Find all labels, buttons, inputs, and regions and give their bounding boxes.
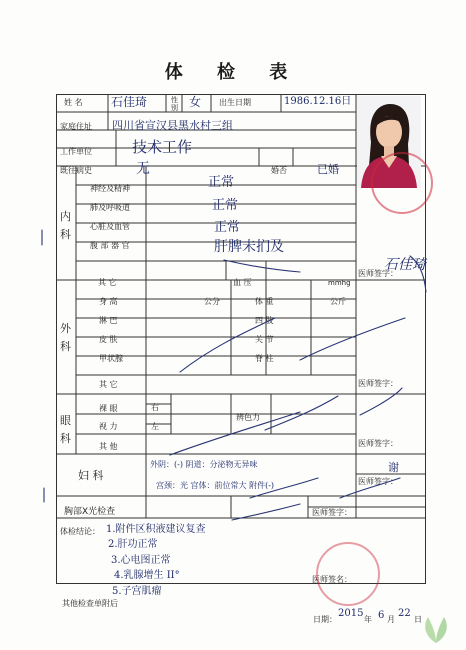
name-label: 姓 名: [64, 98, 83, 107]
color-vision-label: 辨色力: [236, 413, 260, 422]
conclusion-line1: 1.附件区积液建议复查: [106, 524, 206, 535]
date-day: 22: [398, 608, 411, 619]
abdomen-value: 肝脾未扪及: [214, 239, 284, 255]
limbs-label: 四 肢: [255, 316, 274, 325]
conclusion-line2: 2.肝功正常: [108, 539, 158, 550]
work-value: 技术工作: [132, 138, 193, 156]
neuro-label: 神经及精神: [90, 184, 130, 193]
bp-unit: mmhg: [328, 279, 351, 287]
history-label: 既往病史: [60, 166, 92, 175]
conclusion-line4: 4.乳腺增生 II°: [114, 570, 180, 581]
work-label: 工作单位: [60, 147, 92, 156]
height-label: 身 高: [99, 297, 118, 306]
naked-eye-label: 裸 眼: [99, 404, 118, 413]
heart-label: 心脏及血管: [90, 222, 130, 231]
day-label: 日: [414, 615, 422, 624]
surgery-sign-label: 医师签字：: [358, 379, 398, 388]
thyroid-label: 甲状腺: [99, 354, 123, 363]
gyn-line1: 外阴：(-) 阴道：分泌物无异味: [150, 460, 258, 469]
conclusion-label: 体检结论：: [60, 527, 100, 536]
internal-signature: 石佳琦: [384, 257, 426, 273]
gyn-sign-label: 医师签字：: [358, 477, 398, 486]
birth-value: 1986.12.16日: [284, 96, 352, 107]
date-month: 6: [378, 610, 385, 621]
height-unit: 公分: [204, 297, 220, 306]
lung-value: 正常: [212, 198, 239, 213]
surgery-other-label: 其 它: [99, 380, 118, 389]
spine-label: 脊 柱: [255, 354, 274, 363]
lung-label: 肺及呼吸道: [90, 203, 130, 212]
marriage-value: 已婚: [317, 163, 339, 176]
joints-label: 关 节: [255, 335, 274, 344]
form-title: 体 检 表: [164, 62, 302, 83]
internal-sign-label: 医师签字：: [358, 269, 398, 278]
eye-section-label: 眼 科: [60, 414, 71, 445]
gyn-signature: 谢: [388, 461, 399, 474]
eye-other-label: 其 他: [99, 442, 118, 451]
neuro-value: 正常: [208, 175, 235, 190]
gender-value: 女: [189, 95, 202, 109]
watermark-logo-icon: [414, 607, 458, 645]
internal-section-label: 内 科: [60, 210, 71, 241]
address-value: 四川省宣汉县黑水村三组: [112, 119, 233, 132]
marriage-label: 婚否: [271, 166, 287, 175]
gender-label: 性 别: [171, 96, 178, 112]
weight-label: 体 重: [255, 297, 274, 306]
vision-label: 视 力: [99, 422, 118, 431]
date-year: 2015: [338, 608, 364, 619]
gyn-label: 妇 科: [78, 469, 104, 482]
other-docs-label: 其他检查单附后: [62, 599, 118, 608]
weight-unit: 公斤: [330, 297, 346, 306]
right-eye-label: 右: [151, 403, 159, 412]
eye-sign-label: 医师签字：: [358, 439, 398, 448]
conclusion-line5: 5.子宫肌瘤: [112, 586, 162, 597]
heart-value: 正常: [214, 220, 241, 235]
surgery-section-label: 外 科: [60, 322, 71, 353]
conclusion-sign-label: 医师签名：: [312, 575, 352, 584]
lymph-label: 淋 巴: [99, 316, 118, 325]
internal-other-label: 其 它: [98, 278, 117, 287]
gyn-line2: 宫颈：光 宫体：前位常大 附件(-): [156, 481, 275, 490]
birth-label: 出生日期: [219, 98, 251, 107]
bp-label: 血 压: [233, 278, 252, 287]
date-label: 日期：: [313, 615, 337, 624]
history-value: 无: [136, 161, 150, 177]
left-eye-label: 左: [151, 422, 159, 431]
address-label: 家庭住址: [60, 122, 92, 131]
year-label: 年: [364, 615, 372, 624]
abdomen-label: 腹 部 器 官: [90, 241, 130, 250]
xray-label: 胸部X光检查: [64, 507, 116, 517]
xray-sign-label: 医师签字：: [312, 508, 352, 517]
skin-label: 皮 肤: [99, 335, 118, 344]
month-label: 月: [387, 615, 395, 624]
name-value: 石佳琦: [111, 95, 148, 109]
conclusion-line3: 3.心电图正常: [111, 555, 171, 566]
